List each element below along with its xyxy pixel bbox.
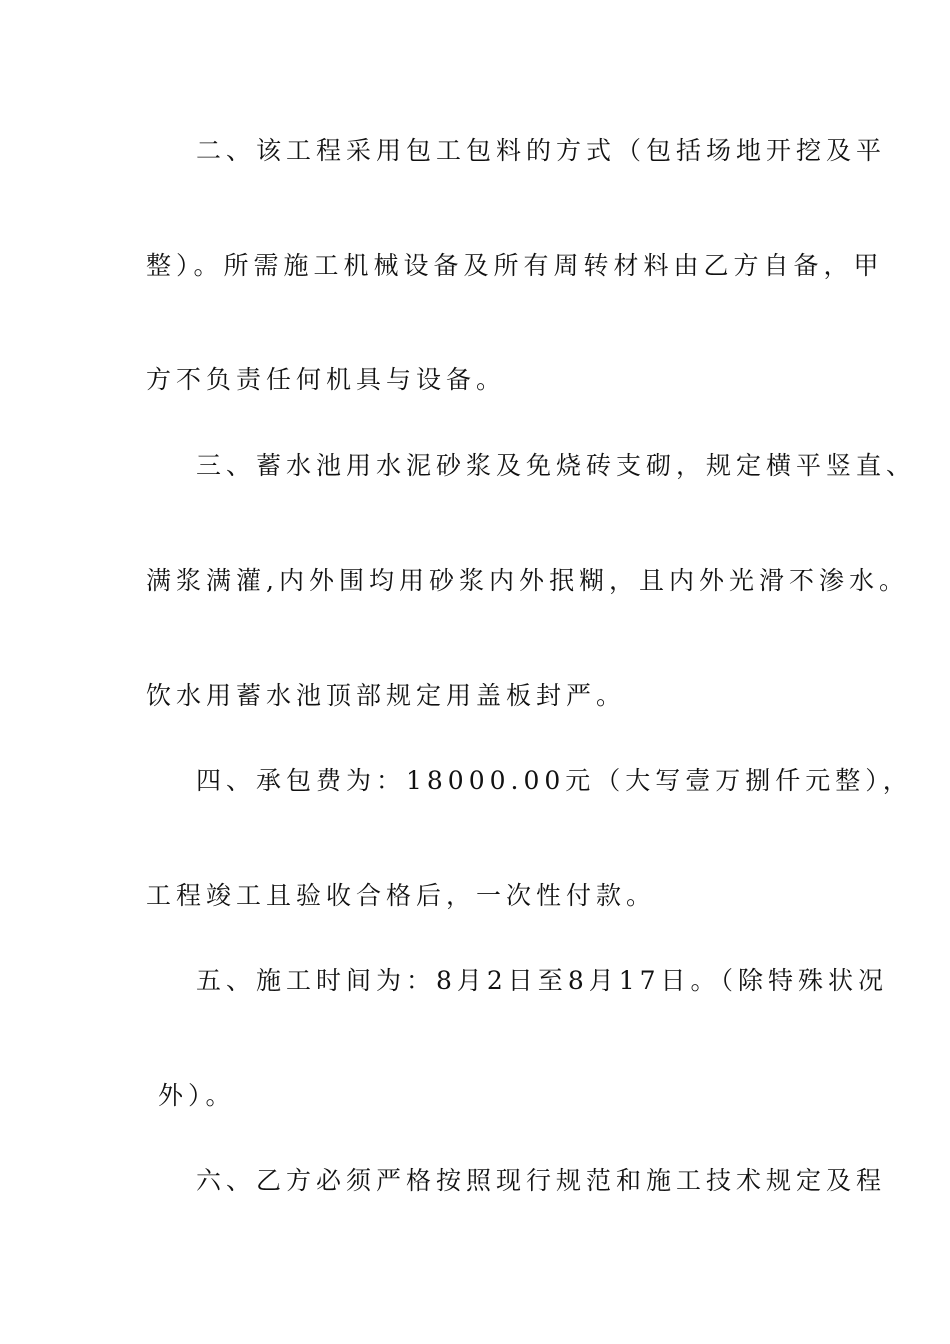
clause-3-line-3: 饮水用蓄水池顶部规定用盖板封严。 <box>146 681 627 710</box>
clause-6-line-1: 六、乙方必须严格按照现行规范和施工技术规定及程 <box>196 1166 887 1195</box>
clause-3-line-2: 满浆满灌,内外围均用砂浆内外抿糊，且内外光滑不渗水。 <box>146 566 909 595</box>
clause-3-line-1: 三、蓄水池用水泥砂浆及免烧砖支砌，规定横平竖直、 <box>196 451 917 480</box>
clause-2-line-1: 二、该工程采用包工包料的方式（包括场地开挖及平 <box>196 136 887 165</box>
clause-4-line-2: 工程竣工且验收合格后，一次性付款。 <box>146 881 657 910</box>
clause-4-line-1: 四、承包费为：18000.00元（大写壹万捌仟元整）， <box>196 766 913 795</box>
clause-2-line-2: 整）。所需施工机械设备及所有周转材料由乙方自备，甲 <box>146 251 884 280</box>
clause-2-line-3: 方不负责任何机具与设备。 <box>146 365 507 394</box>
clause-5-line-2: 外）。 <box>158 1081 236 1110</box>
clause-5-line-1: 五、施工时间为：8月2日至8月17日。（除特殊状况 <box>196 966 889 995</box>
